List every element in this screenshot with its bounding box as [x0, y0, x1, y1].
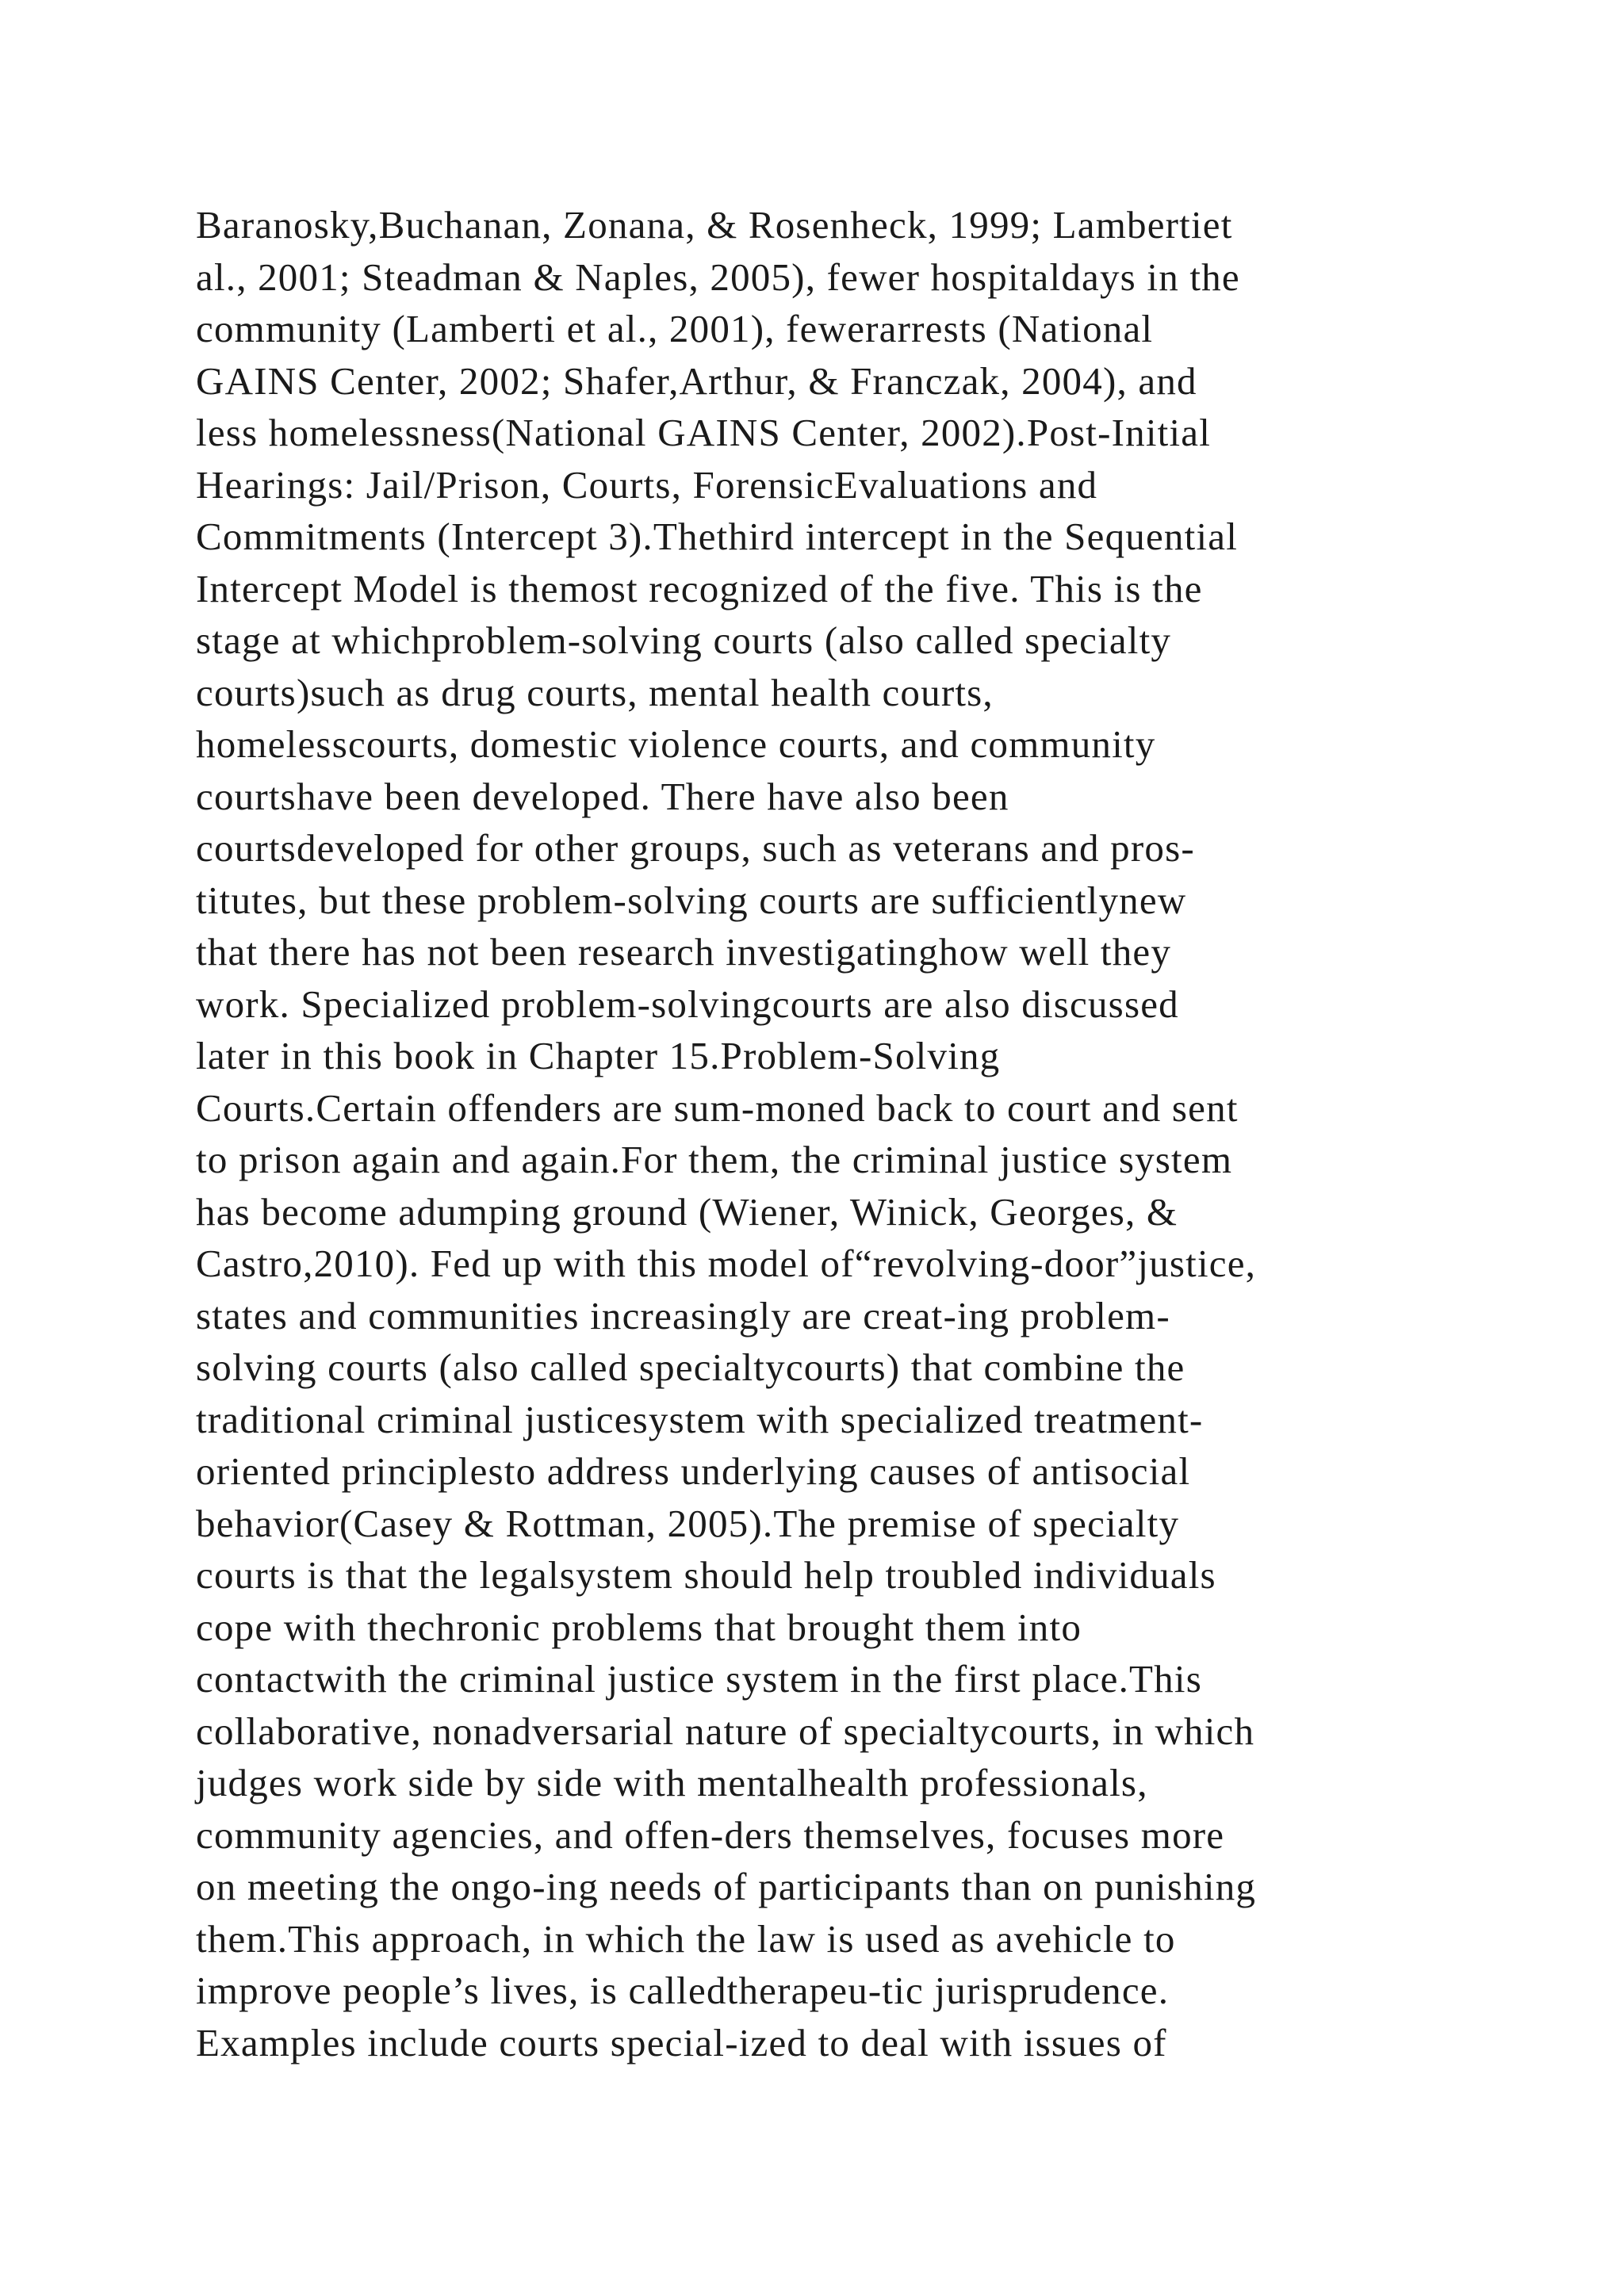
text-line: courts is that the legalsystem should help troubled individuals [196, 1553, 1216, 1597]
text-line: titutes, but these problem-solving courts are sufficientlynew [196, 878, 1187, 922]
text-line: al., 2001; Steadman & Naples, 2005), fewer hospitaldays in the [196, 254, 1240, 299]
text-line: contactwith the criminal justice system in the first place.This [196, 1657, 1202, 1701]
text-line: collaborative, nonadversarial nature of specialtycourts, in which [196, 1709, 1255, 1753]
text-line: community agencies, and offen-ders themselves, focuses more [196, 1812, 1225, 1857]
text-line: them.This approach, in which the law is used as avehicle to [196, 1916, 1176, 1961]
text-line: cope with thechronic problems that brought them into [196, 1605, 1082, 1649]
text-line: stage at whichproblem-solving courts (also called specialty [196, 618, 1172, 662]
text-line: to prison again and again.For them, the criminal justice system [196, 1138, 1233, 1181]
text-line: courtshave been developed. There have also been [196, 774, 1009, 818]
text-line: solving courts (also called specialtycourts) that combine the [196, 1345, 1185, 1389]
text-line: less homelessness(National GAINS Center, 2002).Post-Initial [196, 411, 1212, 454]
body-text [196, 199, 1480, 2068]
text-line: work. Specialized problem-solvingcourts are also discussed [196, 982, 1179, 1026]
text-line: on meeting the ongo-ing needs of participants than on punishing [196, 1865, 1257, 1908]
text-line: later in this book in Chapter 15.Problem-Solving [196, 1034, 1001, 1077]
text-line: Examples include courts special-ized to deal with issues of [196, 2020, 1167, 2064]
text-line: Baranosky,Buchanan, Zonana, & Rosenheck, 1999; Lambertiet [196, 203, 1233, 247]
text-line: Intercept Model is themost recognized of the five. This is the [196, 566, 1203, 610]
text-line: Hearings: Jail/Prison, Courts, ForensicEvaluations and [196, 462, 1098, 507]
text-line: oriented principlesto address underlying causes of antisocial [196, 1449, 1191, 1493]
text-line: has become adumping ground (Wiener, Winick, Georges, & [196, 1189, 1178, 1234]
text-line: that there has not been research investigatinghow well they [196, 930, 1172, 974]
text-line: judges work side by side with mentalhealth professionals, [196, 1761, 1148, 1804]
text-line: states and communities increasingly are creat-ing problem- [196, 1293, 1170, 1337]
text-line: Castro,2010). Fed up with this model of“revolving-door”justice, [196, 1242, 1257, 1285]
text-line: community (Lamberti et al., 2001), fewerarrests (National [196, 307, 1154, 350]
text-line: courtsdeveloped for other groups, such as veterans and pros- [196, 826, 1195, 870]
text-line: behavior(Casey & Rottman, 2005).The premise of specialty [196, 1501, 1180, 1545]
text-line: homelesscourts, domestic violence courts, and community [196, 722, 1156, 766]
text-line: courts)such as drug courts, mental health courts, [196, 670, 994, 714]
text-line: improve people’s lives, is calledtherapeu-tic jurisprudence. [196, 1969, 1170, 2012]
text-line: traditional criminal justicesystem with specialized treatment- [196, 1397, 1204, 1441]
text-line: Courts.Certain offenders are sum-moned back to court and sent [196, 1085, 1239, 1130]
text-line: Commitments (Intercept 3).Thethird intercept in the Sequential [196, 515, 1239, 558]
text-line: GAINS Center, 2002; Shafer,Arthur, & Franczak, 2004), and [196, 358, 1197, 403]
